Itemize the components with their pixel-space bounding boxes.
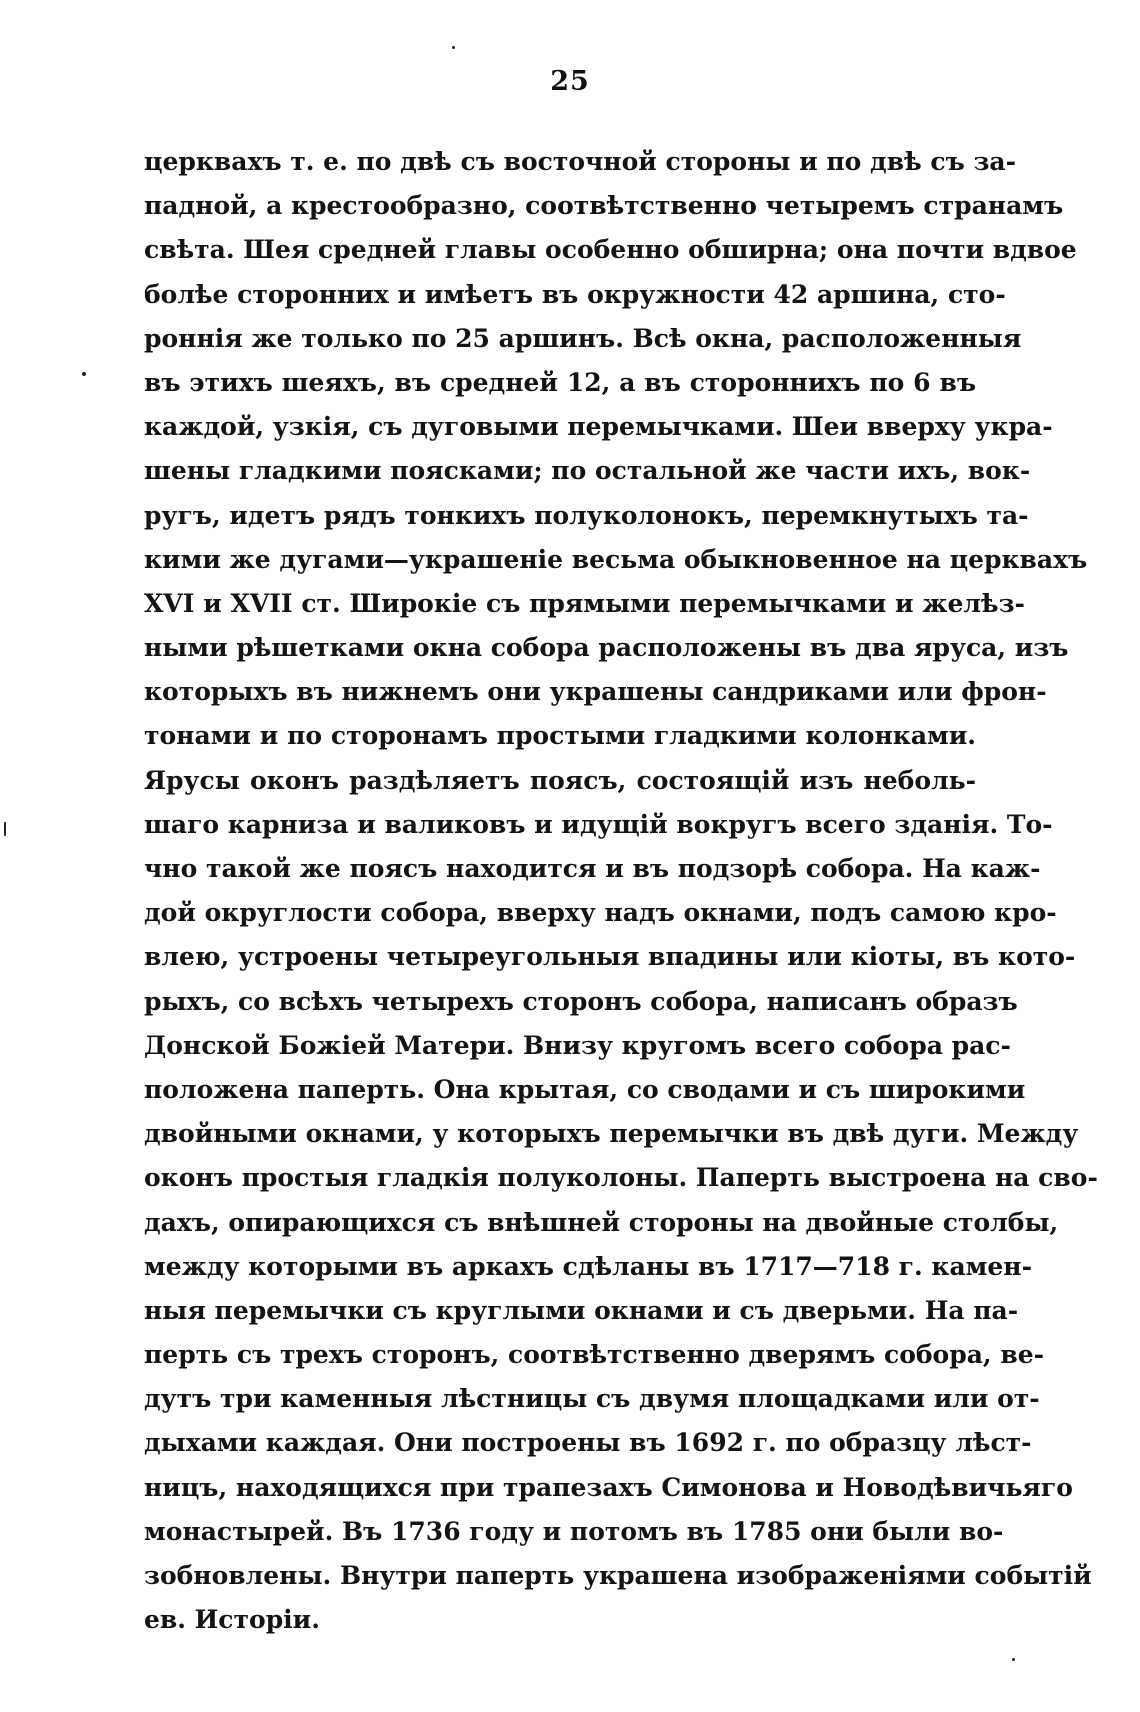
text-line-19: влею, устроены четыреугольныя впадины или кіоты, въ кото- <box>144 942 1076 972</box>
text-line-1: церквахъ т. е. по двѣ съ восточной стороны и по двѣ съ за- <box>144 147 1016 176</box>
text-line-15: Ярусы оконъ раздѣляетъ поясъ, состоящій изъ неболь- <box>144 765 976 795</box>
text-line-14: тонами и по сторонамъ простыми гладкими колонками. <box>144 721 976 751</box>
text-line-31: ницъ, находящихся при трапезахъ Симонова и Новодѣвичьяго <box>144 1472 1073 1502</box>
text-line-4: болѣе сторонних и имѣетъ въ окружности 42 аршина, сто- <box>144 279 1006 309</box>
text-line-11: XVI и XVII ст. Широкіе съ прямыми перемычками и желѣз- <box>144 588 1025 618</box>
text-line-2: падной, а крестообразно, соотвѣтственно четыремъ странамъ <box>144 191 1064 221</box>
text-line-21: Донской Божіей Матери. Внизу кругомъ всего собора рас- <box>144 1030 1011 1060</box>
text-line-33: зобновлены. Внутри паперть украшена изображеніями событій <box>144 1561 1092 1590</box>
text-line-18: дой округлости собора, вверху надъ окнами, подъ самою кро- <box>144 898 1057 928</box>
text-line-26: между которыми въ аркахъ сдѣланы въ 1717—718 г. камен- <box>144 1251 1032 1281</box>
text-line-32: монастырей. Въ 1736 году и потомъ въ 1785 они были во- <box>144 1516 1004 1546</box>
text-line-25: дахъ, опирающихся съ внѣшней стороны на двойные столбы, <box>144 1207 1059 1237</box>
text-line-30: дыхами каждая. Они построены въ 1692 г. по образцу лѣст- <box>144 1428 1032 1458</box>
text-line-8: шены гладкими поясками; по остальной же части ихъ, вок- <box>144 456 1031 486</box>
scan-speck <box>1012 1658 1015 1661</box>
text-line-22: положена паперть. Она крытая, со сводами и съ широкими <box>144 1074 1026 1104</box>
text-line-10: кими же дугами—украшеніе весьма обыкновенное на церквахъ <box>144 544 1088 574</box>
scan-speck <box>82 372 86 376</box>
text-line-23: двойными окнами, у которыхъ перемычки въ двѣ дуги. Между <box>144 1119 1079 1149</box>
text-line-28: перть съ трехъ сторонъ, соотвѣтственно дверямъ собора, ве- <box>144 1340 1044 1370</box>
text-line-6: въ этихъ шеяхъ, въ средней 12, а въ стороннихъ по 6 въ <box>144 367 976 397</box>
text-line-16: шаго карниза и валиковъ и идущій вокругъ всего зданія. То- <box>144 809 1053 839</box>
text-line-13: которыхъ въ нижнемъ они украшены сандриками или фрон- <box>144 677 1047 707</box>
text-line-27: ныя перемычки съ круглыми окнами и съ дверьми. На па- <box>144 1295 1019 1325</box>
text-line-5: роннія же только по 25 аршинъ. Всѣ окна, расположенныя <box>144 323 1022 353</box>
text-line-20: рыхъ, со всѣхъ четырехъ сторонъ собора, написанъ образъ <box>144 986 1018 1016</box>
text-line-9: ругъ, идетъ рядъ тонкихъ полуколонокъ, перемкнутыхъ та- <box>144 500 1029 530</box>
text-line-24: оконъ простыя гладкія полуколоны. Паперть выстроена на сво- <box>144 1163 1098 1193</box>
text-line-17: чно такой же поясъ находится и въ подзорѣ собора. На каж- <box>144 854 1041 883</box>
text-line-29: дутъ три каменныя лѣстницы съ двумя площадками или от- <box>144 1384 1040 1414</box>
scan-speck <box>4 822 6 836</box>
text-line-7: каждой, узкія, съ дуговыми перемычками. Шеи вверху укра- <box>144 412 1053 442</box>
page-number: 25 <box>550 66 590 97</box>
text-line-3: свѣта. Шея средней главы особенно обширна; она почти вдвое <box>144 235 1077 265</box>
body-text <box>144 140 1098 1642</box>
text-line-12: ными рѣшетками окна собора расположены въ два яруса, изъ <box>144 633 1069 663</box>
scan-speck <box>452 46 455 49</box>
text-line-34: ев. Исторіи. <box>144 1605 320 1635</box>
